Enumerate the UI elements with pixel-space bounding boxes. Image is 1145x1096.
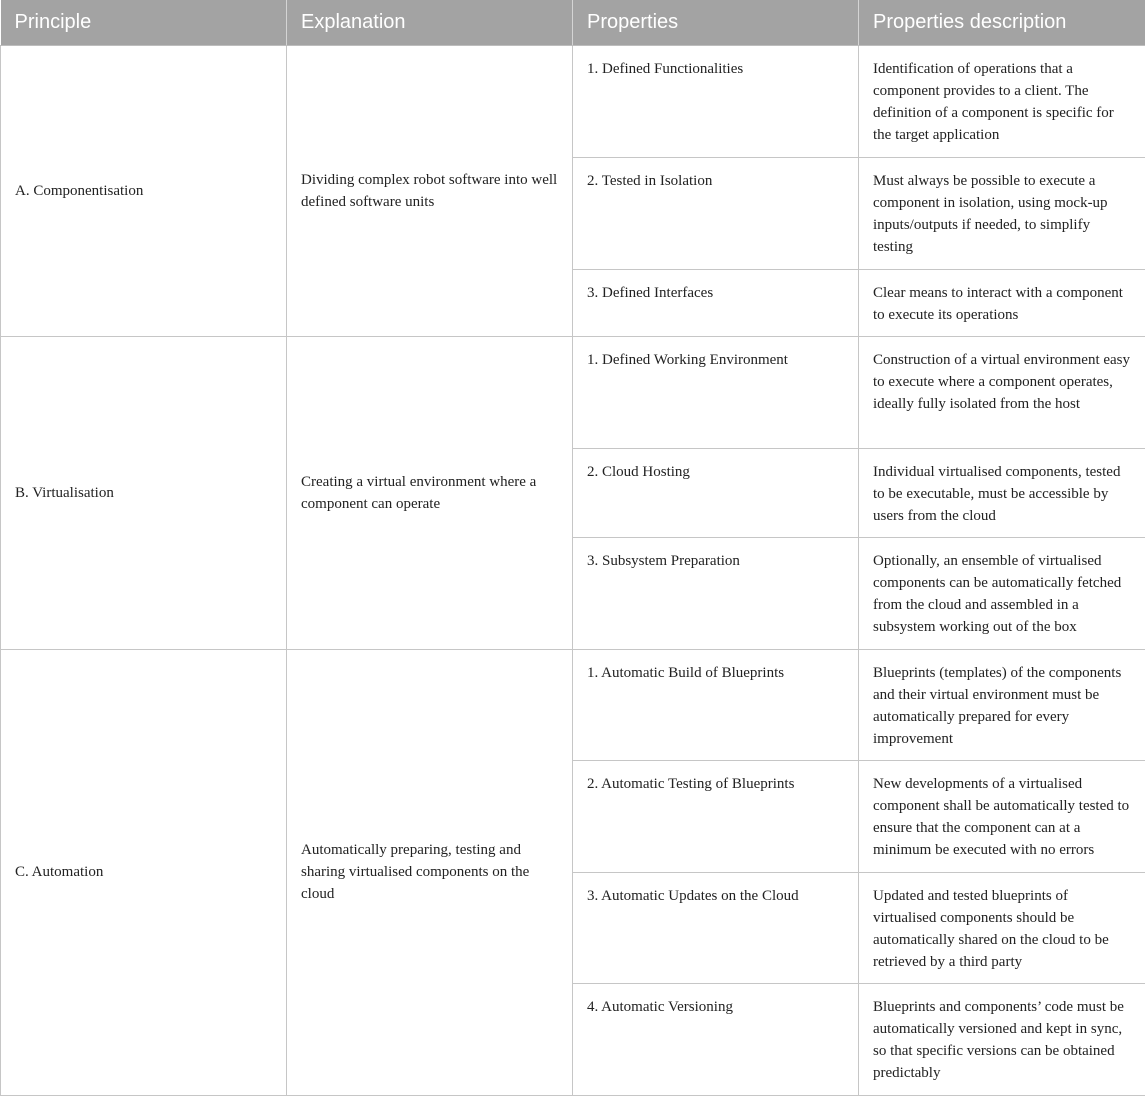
principle-cell: A. Componentisation [1,45,287,336]
table-row [1,45,1145,157]
header-explanation: Explanation [287,0,573,45]
explanation-cell: Automatically preparing, testing and sharing virtualised components on the cloud [287,649,573,1095]
header-properties: Properties [573,0,859,45]
header-principle: Principle [1,0,287,45]
property-description-cell: Clear means to interact with a component to execute its operations [859,269,1145,336]
property-description-cell: Construction of a virtual environment easy to execute where a component operates, ideally fully isolated from the host [859,336,1145,448]
header-row [1,0,1145,45]
property-description-cell: Updated and tested blueprints of virtualised components should be automatically shared on the cloud to be retrieved by a third party [859,872,1145,983]
property-name-cell: 4. Automatic Versioning [573,983,859,1095]
property-description-cell: Must always be possible to execute a component in isolation, using mock-up inputs/outputs if needed, to simplify testing [859,157,1145,269]
property-description-cell: Blueprints and components’ code must be automatically versioned and kept in sync, so that specific versions can be obtained predictably [859,983,1145,1095]
property-name-cell: 1. Automatic Build of Blueprints [573,649,859,760]
property-name-cell: 2. Automatic Testing of Blueprints [573,760,859,872]
principle-cell: C. Automation [1,649,287,1095]
property-name-cell: 3. Automatic Updates on the Cloud [573,872,859,983]
explanation-cell: Dividing complex robot software into well defined software units [287,45,573,336]
property-description-cell: Individual virtualised components, tested to be executable, must be accessible by users from the cloud [859,448,1145,537]
property-description-cell: New developments of a virtualised component shall be automatically tested to ensure that the component can at a minimum be executed with no errors [859,760,1145,872]
property-description-cell: Blueprints (templates) of the components and their virtual environment must be automatically prepared for every improvement [859,649,1145,760]
property-description-cell: Optionally, an ensemble of virtualised components can be automatically fetched from the cloud and assembled in a subsystem working out of the box [859,537,1145,649]
property-name-cell: 3. Defined Interfaces [573,269,859,336]
property-name-cell: 3. Subsystem Preparation [573,537,859,649]
property-name-cell: 2. Cloud Hosting [573,448,859,537]
property-name-cell: 1. Defined Functionalities [573,45,859,157]
explanation-cell: Creating a virtual environment where a component can operate [287,336,573,649]
header-properties-description: Properties description [859,0,1145,45]
property-name-cell: 1. Defined Working Environment [573,336,859,448]
property-name-cell: 2. Tested in Isolation [573,157,859,269]
table-row [1,649,1145,760]
principle-cell: B. Virtualisation [1,336,287,649]
table-row [1,336,1145,448]
property-description-cell: Identification of operations that a component provides to a client. The definition of a component is specific for the target application [859,45,1145,157]
